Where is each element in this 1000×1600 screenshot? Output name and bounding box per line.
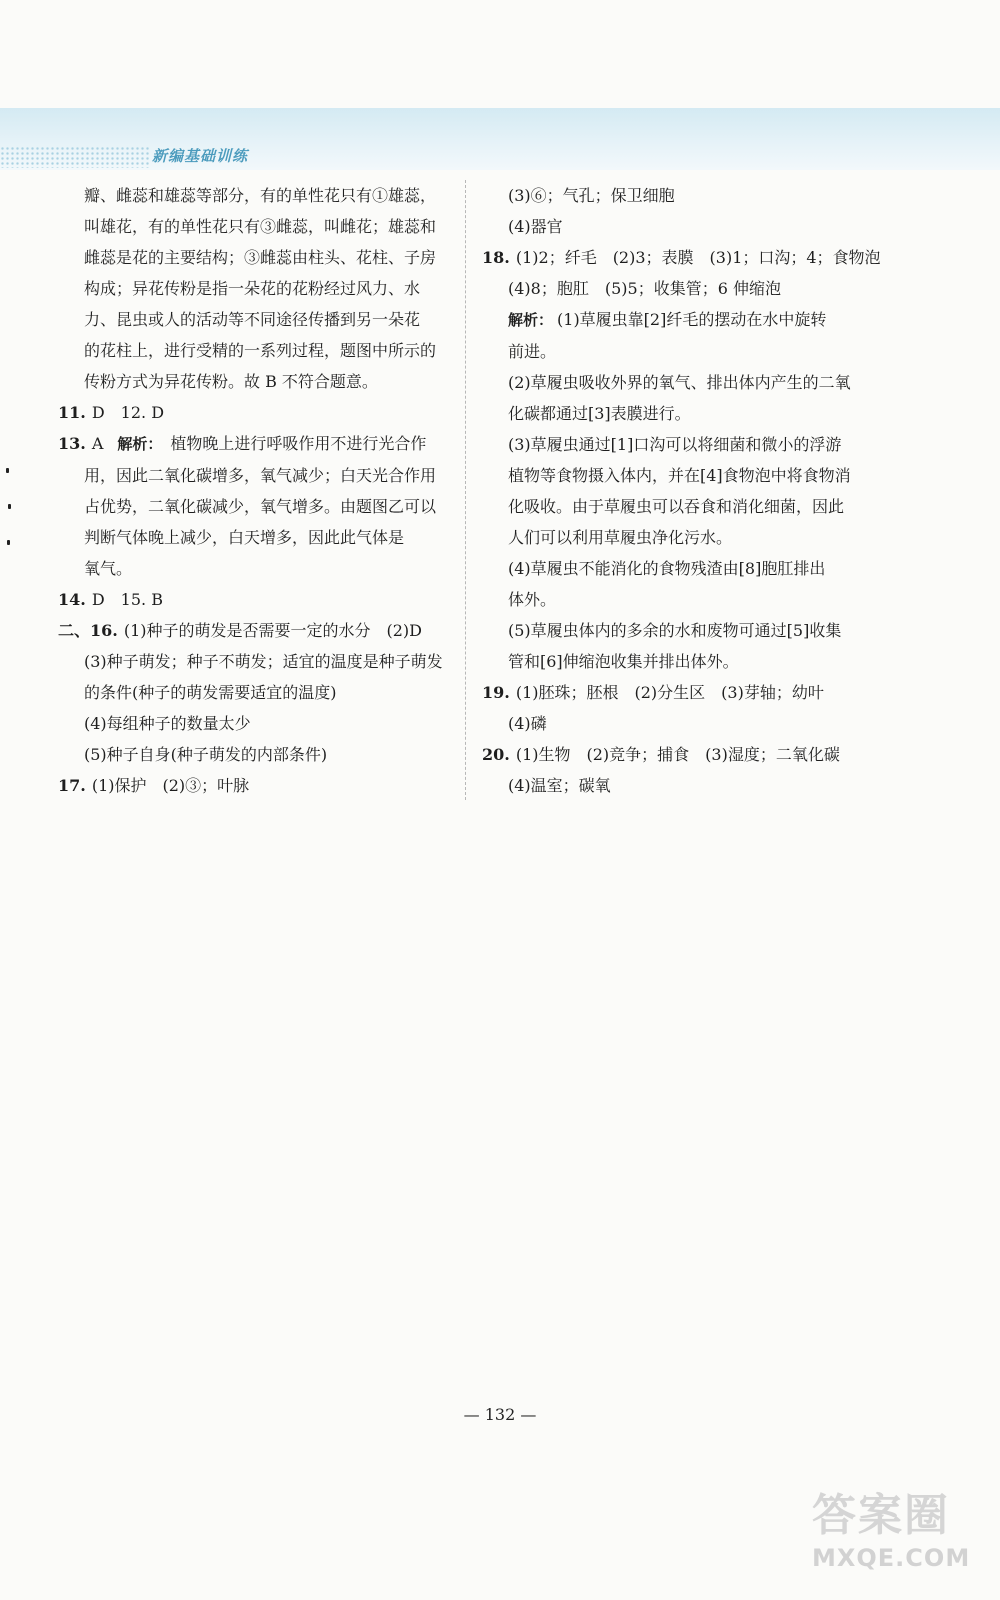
answer-line [58, 739, 453, 770]
answer-text: (3)种子萌发；种子不萌发；适宜的温度是种子萌发 [84, 652, 443, 671]
answer-text: 雌蕊是花的主要结构；③雌蕊由柱头、花柱、子房 [84, 248, 437, 267]
answer-text: (1)种子的萌发是否需要一定的水分 (2)D [123, 621, 423, 640]
answer-text: 用，因此二氧化碳增多，氧气减少；白天光合作用 [84, 466, 437, 485]
answer-line [482, 367, 882, 398]
answer-line [58, 615, 453, 646]
answer-text: 植物等食物摄入体内，并在[4]食物泡中将食物消 [508, 466, 851, 485]
header-title: 新编基础训练 [152, 147, 249, 165]
question-number: 14. [58, 590, 86, 609]
answer-line [482, 273, 882, 304]
answer-text: 构成；异花传粉是指一朵花的花粉经过风力、水 [84, 279, 421, 298]
answer-text: (1)生物 (2)竞争；捕食 (3)湿度；二氧化碳 [515, 745, 840, 764]
question-number: 19. [482, 683, 510, 702]
analysis-label: 解析： [117, 435, 163, 453]
answer-line [58, 708, 453, 739]
answer-line [58, 770, 453, 801]
answer-line [58, 584, 453, 615]
answer-text: (4)温室；碳氧 [508, 776, 611, 795]
header-band [0, 108, 1000, 170]
answer-line [58, 522, 453, 553]
answer-text: (3)⑥；气孔；保卫细胞 [508, 186, 675, 205]
answer-text: 管和[6]伸缩泡收集并排出体外。 [508, 652, 739, 671]
answer-text: 化吸收。由于草履虫可以吞食和消化细菌，因此 [508, 497, 845, 516]
watermark-logo: 答案圈 [812, 1490, 950, 1541]
answer-line [482, 708, 882, 739]
answer-text: (5)草履虫体内的多余的水和废物可通过[5]收集 [508, 621, 842, 640]
answer-line [58, 366, 453, 397]
answer-line [58, 211, 453, 242]
answer-line [58, 553, 453, 584]
answer-line [482, 646, 882, 677]
answer-line [58, 335, 453, 366]
question-number: 13. [58, 434, 86, 453]
answer-line [58, 397, 453, 428]
answer-text: (1)2；纤毛 (2)3；表膜 (3)1；口沟；4；食物泡 [515, 248, 881, 267]
answer-line [482, 211, 882, 242]
answer-text: 氧气。 [84, 559, 133, 578]
page-number: — 132 — [463, 1405, 537, 1424]
answer-line [482, 180, 882, 211]
left-answer-column [58, 180, 453, 801]
question-number: 17. [58, 776, 86, 795]
answer-line [58, 180, 453, 211]
header-dot-pattern [0, 146, 150, 168]
analysis-label: 解析： [508, 311, 554, 329]
answer-text: (5)种子自身(种子萌发的内部条件) [84, 745, 328, 764]
answer-text: 人们可以利用草履虫净化污水。 [508, 528, 733, 547]
answer-text: 瓣、雌蕊和雄蕊等部分，有的单性花只有①雄蕊， [84, 186, 437, 205]
answer-text: (3)草履虫通过[1]口沟可以将细菌和微小的浮游 [508, 435, 842, 454]
answer-text: D 12. D [91, 403, 165, 422]
answer-choice: A [91, 434, 104, 453]
question-number: 18. [482, 248, 510, 267]
answer-text: 化碳都通过[3]表膜进行。 [508, 404, 691, 423]
question-number: 20. [482, 745, 510, 764]
answer-text: (4)磷 [508, 714, 547, 733]
watermark-site: MXQE.COM [812, 1544, 971, 1572]
answer-text: (4)器官 [508, 217, 563, 236]
answer-text: 的条件(种子的萌发需要适宜的温度) [84, 683, 337, 702]
question-number: 二、16. [58, 621, 118, 640]
answer-line [58, 677, 453, 708]
answer-text: 叫雄花，有的单性花只有③雌蕊，叫雌花；雄蕊和 [84, 217, 437, 236]
answer-line [58, 242, 453, 273]
answer-line [482, 522, 882, 553]
margin-specks [4, 468, 14, 558]
answer-line [482, 304, 882, 336]
answer-line [482, 553, 882, 584]
answer-text: 判断气体晚上减少，白天增多，因此此气体是 [84, 528, 405, 547]
answer-line [482, 336, 882, 367]
answer-line [58, 460, 453, 491]
answer-text: 占优势，二氧化碳减少，氧气增多。由题图乙可以 [84, 497, 437, 516]
answer-line [58, 491, 453, 522]
answer-text: (4)8；胞肛 (5)5；收集管；6 伸缩泡 [508, 279, 781, 298]
answer-line [58, 273, 453, 304]
answer-text: (1)胚珠；胚根 (2)分生区 (3)芽轴；幼叶 [515, 683, 824, 702]
answer-text: 传粉方式为异花传粉。故 B 不符合题意。 [84, 372, 378, 391]
answer-text: 力、昆虫或人的活动等不同途径传播到另一朵花 [84, 310, 421, 329]
answer-line [482, 770, 882, 801]
answer-text: (4)每组种子的数量太少 [84, 714, 251, 733]
answer-text: (1)保护 (2)③；叶脉 [91, 776, 250, 795]
answer-text: (4)草履虫不能消化的食物残渣由[8]胞肛排出 [508, 559, 826, 578]
answer-text: 前进。 [508, 342, 557, 361]
answer-text: 植物晚上进行呼吸作用不进行光合作 [170, 434, 427, 453]
answer-text: (2)草履虫吸收外界的氧气、排出体内产生的二氧 [508, 373, 851, 392]
question-number: 11. [58, 403, 86, 422]
answer-line [482, 615, 882, 646]
answer-line [482, 739, 882, 770]
column-divider [465, 180, 466, 800]
answer-line [482, 398, 882, 429]
answer-line [482, 584, 882, 615]
answer-line [58, 646, 453, 677]
answer-line [58, 428, 453, 460]
answer-line [482, 677, 882, 708]
right-answer-column [482, 180, 882, 801]
answer-line [482, 460, 882, 491]
answer-line [58, 304, 453, 335]
answer-line [482, 491, 882, 522]
watermark [812, 1488, 992, 1593]
answer-text: 体外。 [508, 590, 557, 609]
answer-text: 的花柱上，进行受精的一系列过程，题图中所示的 [84, 341, 437, 360]
answer-line [482, 429, 882, 460]
answer-line [482, 242, 882, 273]
answer-text: (1)草履虫靠[2]纤毛的摆动在水中旋转 [557, 310, 827, 329]
answer-text: D 15. B [91, 590, 163, 609]
